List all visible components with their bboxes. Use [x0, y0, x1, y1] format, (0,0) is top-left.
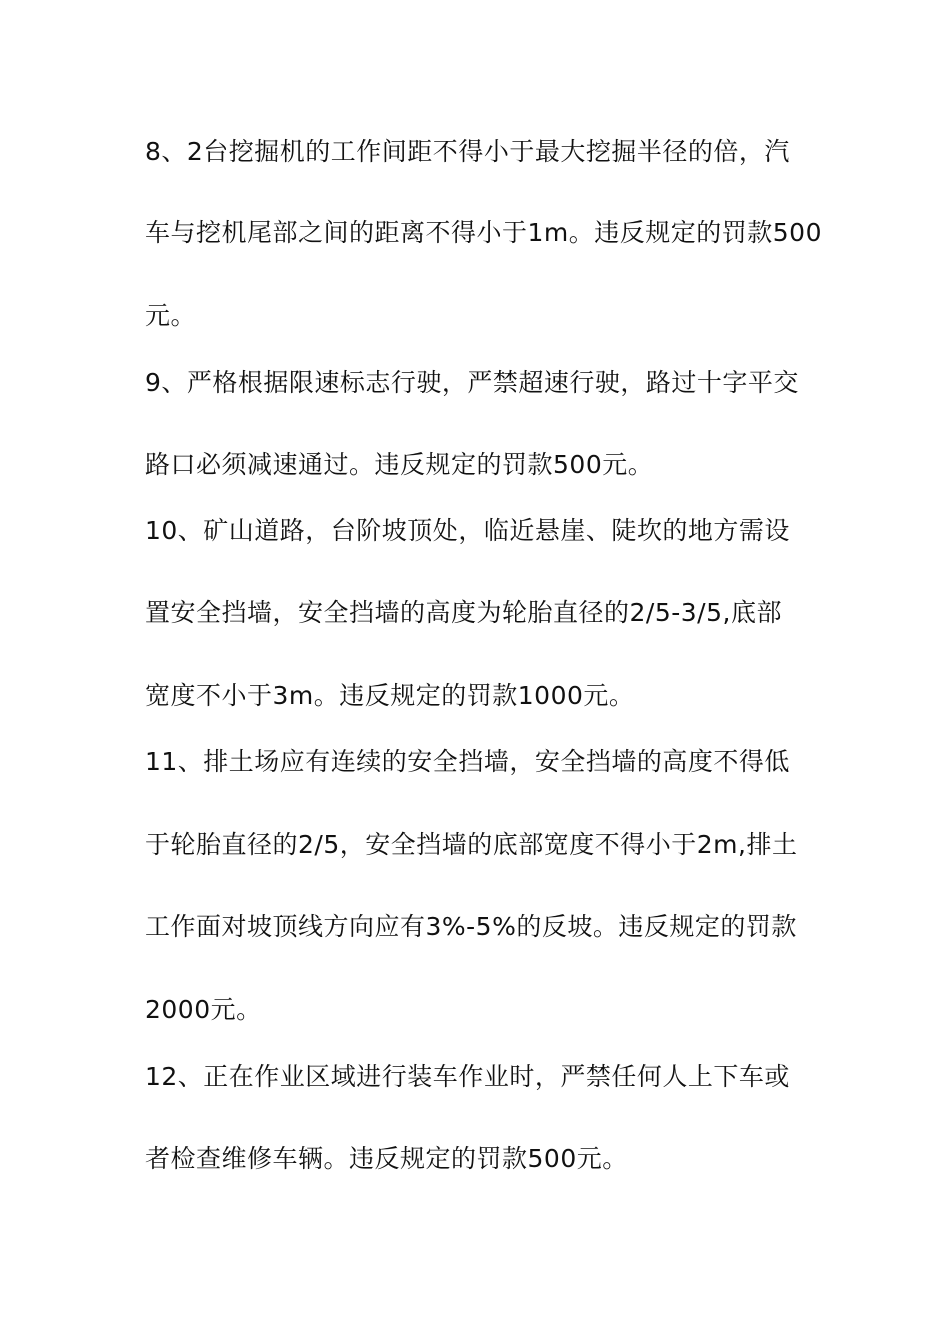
- text-line: 于轮胎直径的2/5，安全挡墙的底部宽度不得小于2m,排土: [145, 830, 798, 859]
- text-line: 置安全挡墙，安全挡墙的高度为轮胎直径的2/5-3/5,底部: [145, 598, 782, 627]
- text-line: 2000元。: [145, 995, 262, 1024]
- text-line: 8、2台挖掘机的工作间距不得小于最大挖掘半径的倍，汽: [145, 137, 790, 166]
- text-line: 元。: [145, 301, 197, 330]
- text-line: 者检查维修车辆。违反规定的罚款500元。: [145, 1144, 628, 1173]
- text-line: 工作面对坡顶线方向应有3%-5%的反坡。违反规定的罚款: [145, 912, 797, 941]
- text-line: 路口必须减速通过。违反规定的罚款500元。: [145, 450, 654, 479]
- text-line: 12、正在作业区域进行装车作业时，严禁任何人上下车或: [145, 1062, 790, 1091]
- text-line: 9、严格根据限速标志行驶，严禁超速行驶，路过十字平交: [145, 368, 799, 397]
- text-line: 10、矿山道路，台阶坡顶处，临近悬崖、陡坎的地方需设: [145, 516, 790, 545]
- text-line: 宽度不小于3m。违反规定的罚款1000元。: [145, 681, 635, 710]
- text-line: 车与挖机尾部之间的距离不得小于1m。违反规定的罚款500: [145, 218, 822, 247]
- text-line: 11、排土场应有连续的安全挡墙，安全挡墙的高度不得低: [145, 747, 790, 776]
